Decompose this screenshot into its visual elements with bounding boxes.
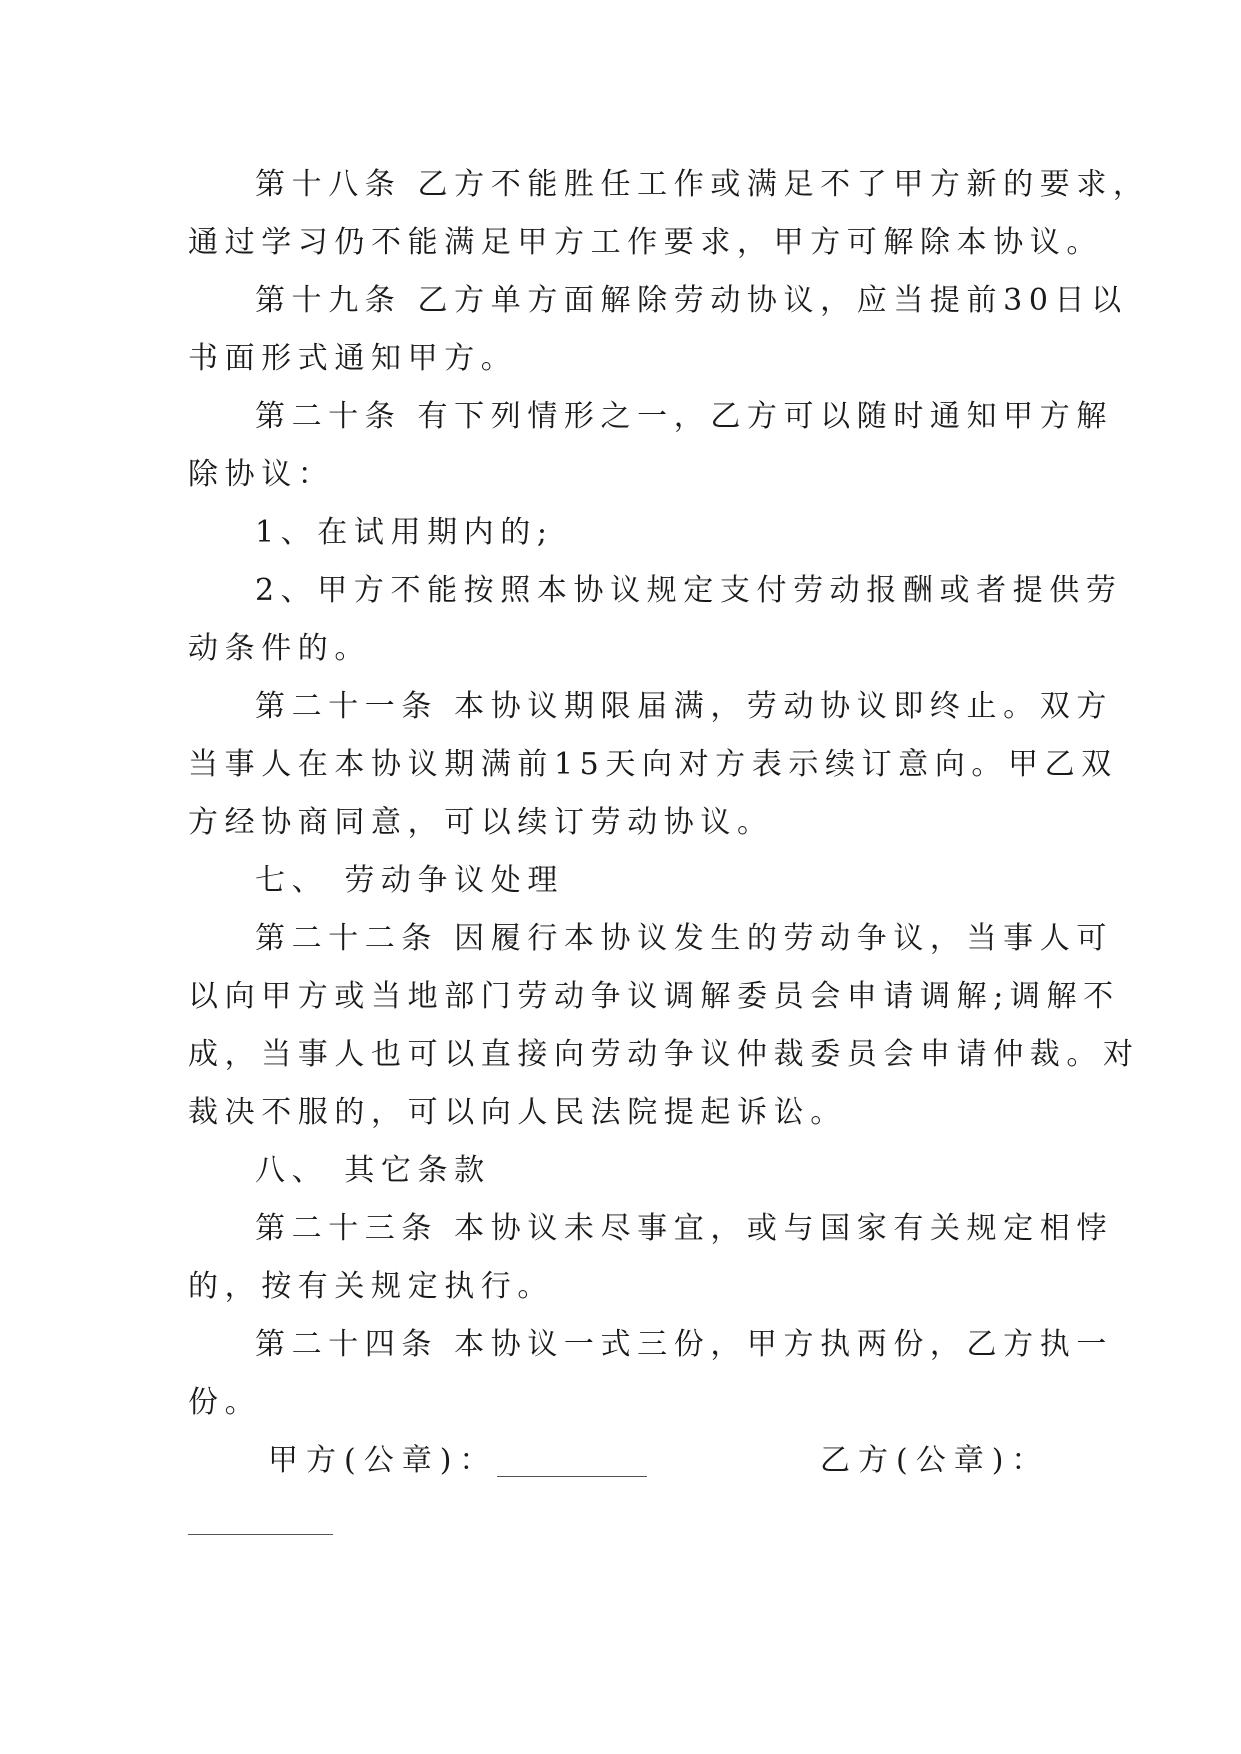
list-item-2-line-2: 动条件的。: [188, 631, 371, 666]
party-b-seal-label: 乙方(公章)：: [820, 1443, 1050, 1478]
article-24-line-2: 份。: [188, 1385, 262, 1420]
party-a-seal-label: 甲方(公章)：: [268, 1443, 498, 1478]
section-7-heading: 七、 劳动争议处理: [255, 863, 564, 898]
article-21-line-2: 当事人在本协议期满前15天向对方表示续订意向。甲乙双: [188, 747, 1118, 782]
article-22-line-1: 第二十二条 因履行本协议发生的劳动争议，当事人可: [255, 921, 1113, 956]
article-21-line-3: 方经协商同意，可以续订劳动协议。: [188, 805, 774, 840]
article-19-line-2: 书面形式通知甲方。: [188, 341, 518, 376]
party-b-signature-blank: [188, 1534, 333, 1535]
article-21-line-1: 第二十一条 本协议期限届满，劳动协议即终止。双方: [255, 689, 1113, 724]
article-22-line-2: 以向甲方或当地部门劳动争议调解委员会申请调解;调解不: [188, 979, 1120, 1014]
article-23-line-2: 的，按有关规定执行。: [188, 1269, 554, 1304]
list-item-1: 1、在试用期内的;: [255, 515, 554, 550]
article-22-line-3: 成，当事人也可以直接向劳动争议仲裁委员会申请仲裁。对: [188, 1037, 1140, 1072]
article-20-line-1: 第二十条 有下列情形之一，乙方可以随时通知甲方解: [255, 399, 1113, 434]
article-19-line-1: 第十九条 乙方单方面解除劳动协议，应当提前30日以: [255, 283, 1128, 318]
list-item-2-line-1: 2、甲方不能按照本协议规定支付劳动报酬或者提供劳: [255, 573, 1123, 608]
article-22-line-4: 裁决不服的，可以向人民法院提起诉讼。: [188, 1095, 847, 1130]
section-8-heading: 八、 其它条款: [255, 1153, 491, 1188]
article-18-line-1: 第十八条 乙方不能胜任工作或满足不了甲方新的要求，: [255, 167, 1150, 202]
article-24-line-1: 第二十四条 本协议一式三份，甲方执两份，乙方执一: [255, 1327, 1113, 1362]
article-20-line-2: 除协议：: [188, 457, 335, 492]
article-23-line-1: 第二十三条 本协议未尽事宜，或与国家有关规定相悖: [255, 1211, 1113, 1246]
article-18-line-2: 通过学习仍不能满足甲方工作要求，甲方可解除本协议。: [188, 225, 1103, 260]
party-a-signature-blank: [497, 1476, 647, 1477]
